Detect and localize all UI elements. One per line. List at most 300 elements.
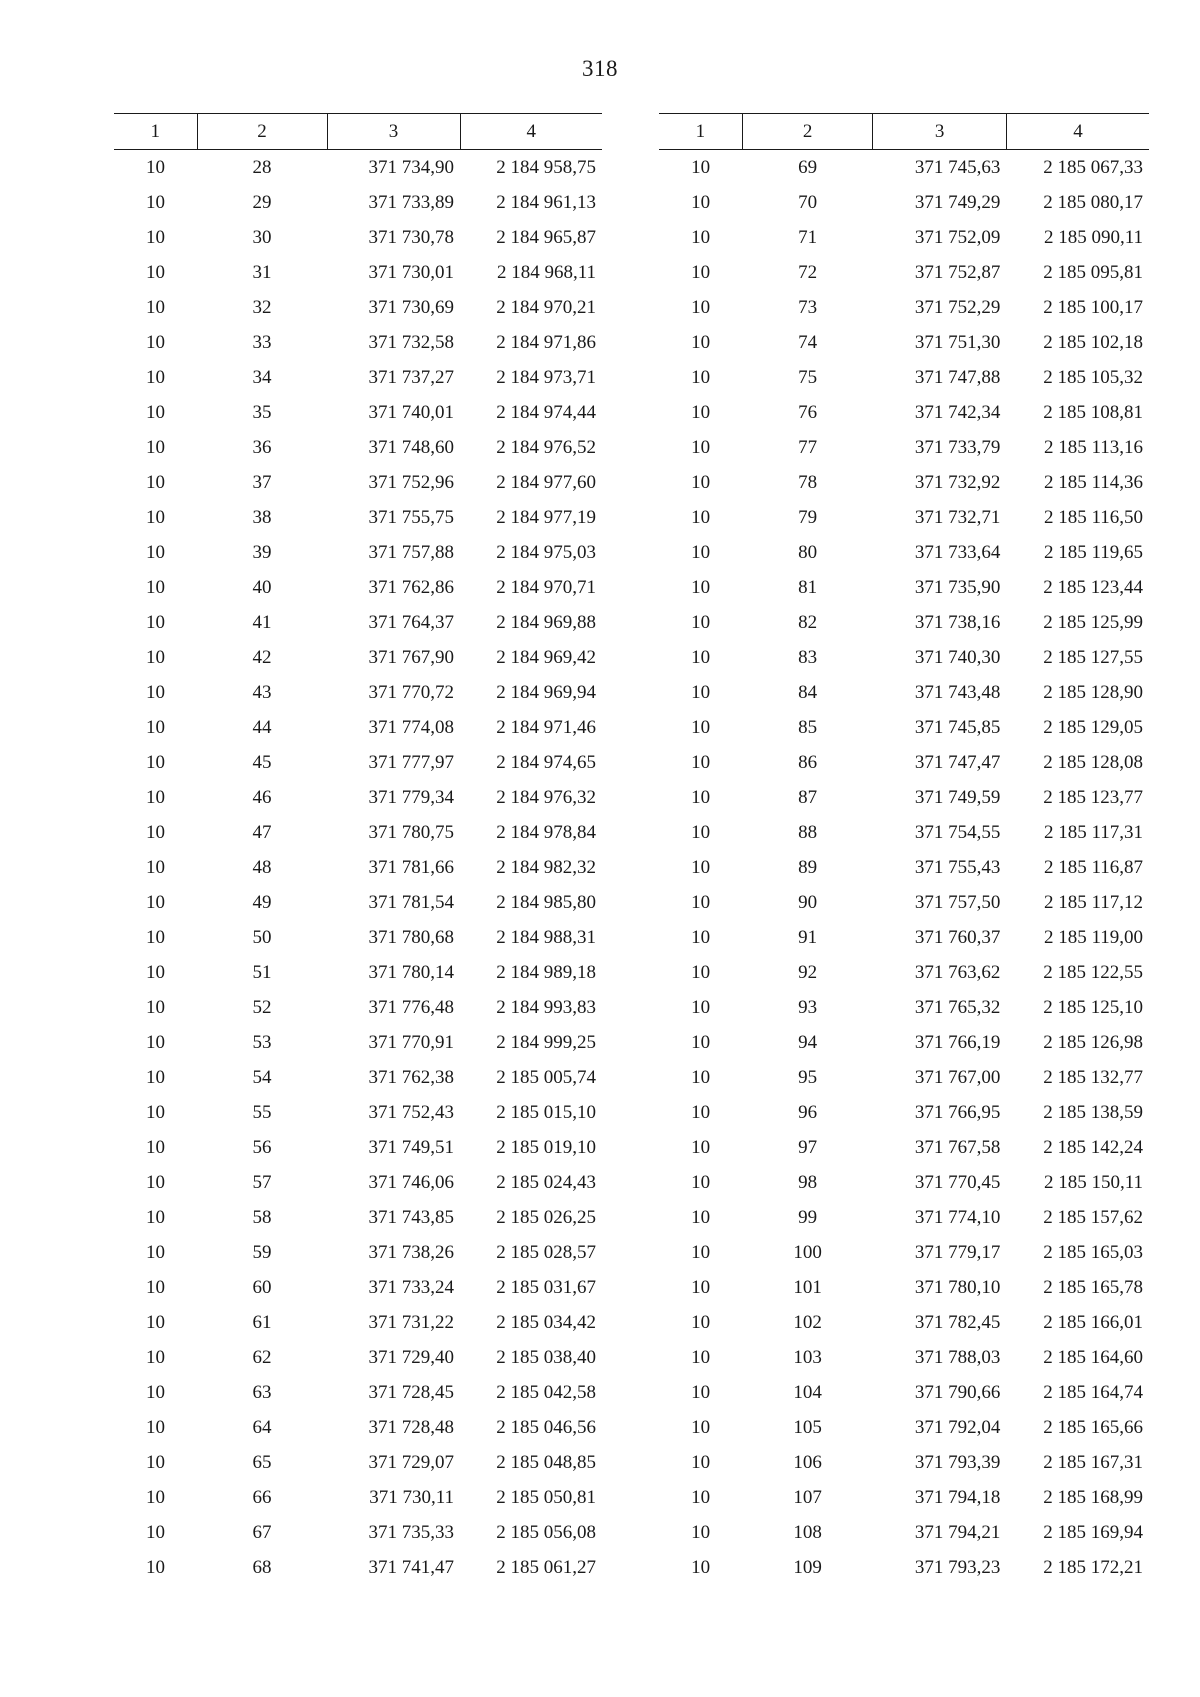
table-cell-col-1: 10 xyxy=(146,1311,165,1333)
table-cell-col-1: 10 xyxy=(691,1416,711,1438)
table-cell-col-4: 2 185 042,58 xyxy=(496,1381,596,1403)
table-cell-col-3: 371 776,48 xyxy=(368,996,454,1018)
table-row xyxy=(659,640,1149,675)
table-cell-col-1: 10 xyxy=(146,1136,165,1158)
table-cell-col-2: 93 xyxy=(798,996,818,1018)
table-cell-col-4: 2 184 970,21 xyxy=(496,296,596,318)
table-row xyxy=(659,290,1149,325)
table-row xyxy=(659,1375,1149,1410)
table-cell-col-2: 77 xyxy=(798,436,818,458)
table-cell-col-1: 10 xyxy=(146,401,165,423)
table-row xyxy=(114,1515,602,1550)
table-row xyxy=(659,150,1149,186)
table-cell-col-2: 43 xyxy=(252,681,272,703)
table-cell-col-3: 371 757,50 xyxy=(914,891,1001,913)
table-cell-col-1: 10 xyxy=(691,331,711,353)
table-cell-col-4: 2 185 138,59 xyxy=(1043,1101,1143,1123)
table-row xyxy=(114,920,602,955)
table-cell-col-4: 2 185 164,74 xyxy=(1043,1381,1143,1403)
table-row xyxy=(659,1305,1149,1340)
table-cell-col-3: 371 777,97 xyxy=(368,751,454,773)
table-cell-col-3: 371 729,07 xyxy=(368,1451,454,1473)
table-row xyxy=(659,1165,1149,1200)
table-cell-col-2: 94 xyxy=(798,1031,818,1053)
table-cell-col-2: 90 xyxy=(798,891,818,913)
table-cell-col-1: 10 xyxy=(146,1346,165,1368)
table-cell-col-2: 91 xyxy=(798,926,818,948)
table-cell-col-1: 10 xyxy=(146,1486,165,1508)
table-cell-col-3: 371 793,23 xyxy=(914,1556,1001,1578)
table-cell-col-1: 10 xyxy=(691,1346,711,1368)
table-cell-col-4: 2 185 031,67 xyxy=(496,1276,596,1298)
table-cell-col-2: 80 xyxy=(798,541,818,563)
table-cell-col-3: 371 751,30 xyxy=(914,331,1001,353)
table-cell-col-4: 2 185 125,10 xyxy=(1043,996,1143,1018)
table-row xyxy=(659,570,1149,605)
table-cell-col-4: 2 184 969,94 xyxy=(496,681,596,703)
table-cell-col-1: 10 xyxy=(146,891,165,913)
table-row xyxy=(659,395,1149,430)
table-cell-col-3: 371 730,01 xyxy=(368,261,454,283)
table-cell-col-1: 10 xyxy=(691,926,711,948)
table-row xyxy=(114,1165,602,1200)
table-cell-col-3: 371 743,85 xyxy=(368,1206,454,1228)
table-cell-col-2: 44 xyxy=(252,716,272,738)
table-cell-col-2: 57 xyxy=(252,1171,272,1193)
table-cell-col-4: 2 184 989,18 xyxy=(496,961,596,983)
table-cell-col-3: 371 752,43 xyxy=(368,1101,454,1123)
table-cell-col-1: 10 xyxy=(691,1206,711,1228)
column-header-2: 2 xyxy=(197,114,327,150)
table-cell-col-3: 371 745,85 xyxy=(914,716,1001,738)
table-cell-col-1: 10 xyxy=(146,506,165,528)
table-cell-col-1: 10 xyxy=(146,541,165,563)
table-cell-col-4: 2 185 061,27 xyxy=(496,1556,596,1578)
table-row xyxy=(659,1270,1149,1305)
table-cell-col-2: 106 xyxy=(793,1451,822,1473)
table-row xyxy=(659,360,1149,395)
table-cell-col-3: 371 790,66 xyxy=(914,1381,1001,1403)
table-cell-col-1: 10 xyxy=(691,786,711,808)
table-row xyxy=(114,1375,602,1410)
table-cell-col-3: 371 733,79 xyxy=(914,436,1001,458)
table-row xyxy=(114,1060,602,1095)
table-cell-col-2: 105 xyxy=(793,1416,822,1438)
table-cell-col-1: 10 xyxy=(691,996,711,1018)
column-header-4: 4 xyxy=(460,114,602,150)
table-row xyxy=(114,1445,602,1480)
table-row xyxy=(659,220,1149,255)
table-row xyxy=(114,535,602,570)
table-cell-col-4: 2 185 102,18 xyxy=(1043,331,1143,353)
table-cell-col-4: 2 185 123,44 xyxy=(1043,576,1143,598)
table-cell-col-1: 10 xyxy=(691,261,711,283)
table-cell-col-2: 103 xyxy=(793,1346,822,1368)
table-cell-col-2: 30 xyxy=(252,226,272,248)
table-cell-col-3: 371 741,47 xyxy=(368,1556,454,1578)
table-row xyxy=(659,1095,1149,1130)
table-cell-col-1: 10 xyxy=(146,576,165,598)
table-cell-col-3: 371 793,39 xyxy=(914,1451,1001,1473)
table-row xyxy=(114,500,602,535)
table-cell-col-1: 10 xyxy=(691,611,711,633)
table-cell-col-4: 2 185 169,94 xyxy=(1043,1521,1143,1543)
table-cell-col-3: 371 733,89 xyxy=(368,191,454,213)
table-row xyxy=(659,955,1149,990)
table-cell-col-4: 2 185 168,99 xyxy=(1043,1486,1143,1508)
table-cell-col-2: 45 xyxy=(252,751,272,773)
table-cell-col-1: 10 xyxy=(691,1276,711,1298)
table-row xyxy=(659,185,1149,220)
table-cell-col-3: 371 765,32 xyxy=(914,996,1001,1018)
table-cell-col-2: 42 xyxy=(252,646,272,668)
table-cell-col-3: 371 743,48 xyxy=(914,681,1001,703)
table-cell-col-3: 371 774,10 xyxy=(914,1206,1001,1228)
table-row xyxy=(114,955,602,990)
table-cell-col-1: 10 xyxy=(146,1276,165,1298)
table-cell-col-3: 371 752,29 xyxy=(914,296,1001,318)
table-cell-col-3: 371 732,71 xyxy=(914,506,1001,528)
table-cell-col-3: 371 729,40 xyxy=(368,1346,454,1368)
table-cell-col-4: 2 184 970,71 xyxy=(496,576,596,598)
table-row xyxy=(114,1340,602,1375)
table-row xyxy=(659,1515,1149,1550)
table-cell-col-1: 10 xyxy=(691,436,711,458)
table-row xyxy=(114,360,602,395)
table-row xyxy=(114,990,602,1025)
table-cell-col-3: 371 735,90 xyxy=(914,576,1001,598)
table-cell-col-1: 10 xyxy=(146,1521,165,1543)
table-cell-col-2: 97 xyxy=(798,1136,818,1158)
table-row xyxy=(659,675,1149,710)
table-cell-col-1: 10 xyxy=(691,1381,711,1403)
table-cell-col-2: 46 xyxy=(252,786,272,808)
table-cell-col-2: 31 xyxy=(252,261,272,283)
table-cell-col-1: 10 xyxy=(146,856,165,878)
table-cell-col-3: 371 767,00 xyxy=(914,1066,1001,1088)
table-cell-col-1: 10 xyxy=(146,751,165,773)
table-cell-col-2: 66 xyxy=(252,1486,272,1508)
table-row xyxy=(659,745,1149,780)
table-cell-col-2: 84 xyxy=(798,681,818,703)
table-cell-col-3: 371 738,16 xyxy=(914,611,1001,633)
table-row xyxy=(659,465,1149,500)
table-row xyxy=(659,920,1149,955)
table-cell-col-3: 371 779,34 xyxy=(368,786,454,808)
column-header-3: 3 xyxy=(873,114,1007,150)
table-cell-col-2: 76 xyxy=(798,401,818,423)
table-cell-col-4: 2 184 999,25 xyxy=(496,1031,596,1053)
table-cell-col-2: 49 xyxy=(252,891,272,913)
table-cell-col-4: 2 184 965,87 xyxy=(496,226,596,248)
table-cell-col-1: 10 xyxy=(691,1486,711,1508)
table-cell-col-1: 10 xyxy=(146,1171,165,1193)
table-cell-col-4: 2 185 080,17 xyxy=(1043,191,1143,213)
table-row xyxy=(114,430,602,465)
table-row xyxy=(659,850,1149,885)
table-row xyxy=(114,1025,602,1060)
table-cell-col-1: 10 xyxy=(146,961,165,983)
table-row xyxy=(659,430,1149,465)
table-row xyxy=(114,150,602,186)
table-cell-col-1: 10 xyxy=(691,646,711,668)
table-row xyxy=(114,1200,602,1235)
table-row xyxy=(114,815,602,850)
table-row xyxy=(114,1130,602,1165)
table-cell-col-3: 371 770,91 xyxy=(368,1031,454,1053)
table-cell-col-4: 2 185 046,56 xyxy=(496,1416,596,1438)
table-cell-col-3: 371 780,14 xyxy=(368,961,454,983)
table-cell-col-4: 2 185 050,81 xyxy=(496,1486,596,1508)
table-cell-col-3: 371 757,88 xyxy=(368,541,454,563)
table-cell-col-1: 10 xyxy=(146,1381,165,1403)
table-cell-col-4: 2 184 988,31 xyxy=(496,926,596,948)
table-cell-col-3: 371 770,45 xyxy=(914,1171,1001,1193)
table-cell-col-1: 10 xyxy=(691,681,711,703)
table-row xyxy=(659,1410,1149,1445)
table-cell-col-3: 371 747,47 xyxy=(914,751,1001,773)
table-row xyxy=(114,570,602,605)
table-cell-col-4: 2 184 973,71 xyxy=(496,366,596,388)
table-row xyxy=(659,1235,1149,1270)
table-row xyxy=(114,640,602,675)
table-row xyxy=(114,255,602,290)
table-cell-col-2: 87 xyxy=(798,786,818,808)
table-cell-col-4: 2 185 116,50 xyxy=(1043,506,1143,528)
table-cell-col-3: 371 794,21 xyxy=(914,1521,1001,1543)
table-cell-col-2: 79 xyxy=(798,506,818,528)
table-cell-col-2: 96 xyxy=(798,1101,818,1123)
table-row xyxy=(659,780,1149,815)
table-cell-col-2: 41 xyxy=(252,611,272,633)
table-cell-col-3: 371 740,30 xyxy=(914,646,1001,668)
table-cell-col-3: 371 733,64 xyxy=(914,541,1001,563)
table-cell-col-3: 371 748,60 xyxy=(368,436,454,458)
table-cell-col-2: 47 xyxy=(252,821,272,843)
table-row xyxy=(659,990,1149,1025)
table-cell-col-2: 38 xyxy=(252,506,272,528)
table-row xyxy=(114,1550,602,1585)
table-cell-col-4: 2 185 129,05 xyxy=(1043,716,1143,738)
table-cell-col-2: 85 xyxy=(798,716,818,738)
table-cell-col-1: 10 xyxy=(691,1311,711,1333)
table-cell-col-2: 100 xyxy=(793,1241,822,1263)
table-cell-col-4: 2 185 114,36 xyxy=(1043,471,1143,493)
table-cell-col-4: 2 184 974,65 xyxy=(496,751,596,773)
table-row xyxy=(659,815,1149,850)
table-cell-col-2: 67 xyxy=(252,1521,272,1543)
table-cell-col-1: 10 xyxy=(691,1101,711,1123)
table-cell-col-4: 2 185 126,98 xyxy=(1043,1031,1143,1053)
table-cell-col-2: 36 xyxy=(252,436,272,458)
table-cell-col-2: 101 xyxy=(793,1276,822,1298)
table-cell-col-4: 2 185 067,33 xyxy=(1043,156,1143,178)
table-cell-col-3: 371 735,33 xyxy=(368,1521,454,1543)
table-cell-col-4: 2 185 005,74 xyxy=(496,1066,596,1088)
table-cell-col-4: 2 185 028,57 xyxy=(496,1241,596,1263)
table-cell-col-1: 10 xyxy=(691,1241,711,1263)
table-cell-col-4: 2 184 958,75 xyxy=(496,156,596,178)
table-cell-col-1: 10 xyxy=(691,961,711,983)
column-header-1: 1 xyxy=(114,114,197,150)
table-cell-col-1: 10 xyxy=(146,1206,165,1228)
table-row xyxy=(114,185,602,220)
table-row xyxy=(659,885,1149,920)
table-cell-col-1: 10 xyxy=(691,1066,711,1088)
table-cell-col-1: 10 xyxy=(691,1031,711,1053)
table-cell-col-3: 371 770,72 xyxy=(368,681,454,703)
table-cell-col-1: 10 xyxy=(691,1521,711,1543)
table-cell-col-3: 371 740,01 xyxy=(368,401,454,423)
table-cell-col-1: 10 xyxy=(691,1451,711,1473)
table-cell-col-3: 371 764,37 xyxy=(368,611,454,633)
table-cell-col-2: 58 xyxy=(252,1206,272,1228)
table-cell-col-2: 104 xyxy=(793,1381,822,1403)
table-row xyxy=(659,710,1149,745)
table-cell-col-3: 371 755,43 xyxy=(914,856,1001,878)
table-cell-col-3: 371 755,75 xyxy=(368,506,454,528)
page-number: 318 xyxy=(582,56,618,81)
table-cell-col-1: 10 xyxy=(146,331,165,353)
table-cell-col-4: 2 185 119,00 xyxy=(1043,926,1143,948)
table-cell-col-1: 10 xyxy=(691,156,711,178)
table-cell-col-3: 371 742,34 xyxy=(914,401,1001,423)
table-cell-col-1: 10 xyxy=(146,1066,165,1088)
table-cell-col-4: 2 185 117,12 xyxy=(1043,891,1143,913)
table-cell-col-4: 2 185 128,90 xyxy=(1043,681,1143,703)
table-cell-col-3: 371 733,24 xyxy=(368,1276,454,1298)
table-cell-col-3: 371 746,06 xyxy=(368,1171,454,1193)
table-cell-col-3: 371 732,58 xyxy=(368,331,454,353)
table-cell-col-2: 61 xyxy=(252,1311,272,1333)
table-row xyxy=(114,850,602,885)
table-cell-col-4: 2 185 164,60 xyxy=(1043,1346,1143,1368)
table-cell-col-2: 62 xyxy=(252,1346,272,1368)
table-cell-col-1: 10 xyxy=(146,1031,165,1053)
table-cell-col-1: 10 xyxy=(146,821,165,843)
table-cell-col-4: 2 185 122,55 xyxy=(1043,961,1143,983)
table-cell-col-4: 2 184 982,32 xyxy=(496,856,596,878)
table-cell-col-2: 37 xyxy=(252,471,272,493)
table-cell-col-2: 107 xyxy=(793,1486,822,1508)
table-cell-col-2: 99 xyxy=(798,1206,818,1228)
column-header-3: 3 xyxy=(327,114,460,150)
table-cell-col-4: 2 184 969,88 xyxy=(496,611,596,633)
table-cell-col-4: 2 185 108,81 xyxy=(1043,401,1143,423)
table-cell-col-1: 10 xyxy=(691,856,711,878)
table-cell-col-3: 371 781,54 xyxy=(368,891,454,913)
table-cell-col-4: 2 185 157,62 xyxy=(1043,1206,1143,1228)
table-cell-col-2: 33 xyxy=(252,331,272,353)
table-cell-col-4: 2 184 971,86 xyxy=(496,331,596,353)
table-cell-col-2: 39 xyxy=(252,541,272,563)
table-cell-col-3: 371 767,58 xyxy=(914,1136,1001,1158)
table-cell-col-1: 10 xyxy=(691,576,711,598)
table-cell-col-1: 10 xyxy=(146,436,165,458)
table-cell-col-4: 2 184 977,60 xyxy=(496,471,596,493)
table-cell-col-2: 74 xyxy=(798,331,818,353)
table-cell-col-2: 54 xyxy=(252,1066,272,1088)
table-row xyxy=(114,290,602,325)
table-cell-col-3: 371 762,38 xyxy=(368,1066,454,1088)
table-cell-col-4: 2 184 961,13 xyxy=(496,191,596,213)
table-cell-col-1: 10 xyxy=(691,751,711,773)
table-cell-col-4: 2 184 974,44 xyxy=(496,401,596,423)
table-row xyxy=(114,745,602,780)
table-cell-col-4: 2 185 090,11 xyxy=(1043,226,1143,248)
table-cell-col-4: 2 184 985,80 xyxy=(496,891,596,913)
table-cell-col-2: 81 xyxy=(798,576,818,598)
table-cell-col-2: 40 xyxy=(252,576,272,598)
table-cell-col-4: 2 185 123,77 xyxy=(1043,786,1143,808)
table-cell-col-2: 55 xyxy=(252,1101,272,1123)
table-cell-col-2: 69 xyxy=(798,156,818,178)
column-header-4: 4 xyxy=(1006,114,1149,150)
table-row xyxy=(114,605,602,640)
table-cell-col-3: 371 752,87 xyxy=(914,261,1001,283)
table-cell-col-1: 10 xyxy=(691,191,711,213)
table-cell-col-1: 10 xyxy=(146,296,165,318)
table-cell-col-2: 92 xyxy=(798,961,818,983)
table-cell-col-1: 10 xyxy=(146,681,165,703)
table-row xyxy=(659,1340,1149,1375)
table-cell-col-2: 68 xyxy=(252,1556,272,1578)
table-cell-col-3: 371 780,10 xyxy=(914,1276,1001,1298)
table-row xyxy=(114,780,602,815)
table-cell-col-1: 10 xyxy=(146,1241,165,1263)
table-cell-col-4: 2 185 127,55 xyxy=(1043,646,1143,668)
table-cell-col-1: 10 xyxy=(691,1171,711,1193)
table-cell-col-4: 2 185 165,03 xyxy=(1043,1241,1143,1263)
table-cell-col-2: 95 xyxy=(798,1066,818,1088)
table-cell-col-1: 10 xyxy=(146,926,165,948)
table-cell-col-1: 10 xyxy=(146,191,165,213)
table-cell-col-1: 10 xyxy=(146,1451,165,1473)
table-cell-col-4: 2 185 117,31 xyxy=(1043,821,1143,843)
table-row xyxy=(659,605,1149,640)
table-cell-col-4: 2 185 142,24 xyxy=(1043,1136,1143,1158)
table-cell-col-1: 10 xyxy=(146,261,165,283)
table-cell-col-3: 371 763,62 xyxy=(914,961,1001,983)
table-cell-col-2: 28 xyxy=(252,156,272,178)
table-cell-col-2: 83 xyxy=(798,646,818,668)
table-cell-col-2: 78 xyxy=(798,471,818,493)
table-row xyxy=(114,1410,602,1445)
table-row xyxy=(114,220,602,255)
table-cell-col-1: 10 xyxy=(146,716,165,738)
table-cell-col-3: 371 760,37 xyxy=(914,926,1001,948)
table-cell-col-2: 63 xyxy=(252,1381,272,1403)
table-cell-col-3: 371 762,86 xyxy=(368,576,454,598)
table-cell-col-3: 371 767,90 xyxy=(368,646,454,668)
table-cell-col-3: 371 749,51 xyxy=(368,1136,454,1158)
table-cell-col-2: 60 xyxy=(252,1276,272,1298)
table-row xyxy=(114,395,602,430)
table-cell-col-2: 109 xyxy=(793,1556,822,1578)
table-header-row xyxy=(659,114,1149,150)
table-row xyxy=(114,465,602,500)
table-cell-col-3: 371 731,22 xyxy=(368,1311,454,1333)
table-row xyxy=(659,1060,1149,1095)
table-cell-col-1: 10 xyxy=(691,541,711,563)
table-cell-col-3: 371 745,63 xyxy=(914,156,1001,178)
table-cell-col-2: 32 xyxy=(252,296,272,318)
table-cell-col-3: 371 749,29 xyxy=(914,191,1001,213)
table-row xyxy=(114,1305,602,1340)
table-cell-col-4: 2 185 015,10 xyxy=(496,1101,596,1123)
column-header-2: 2 xyxy=(742,114,873,150)
table-cell-col-3: 371 749,59 xyxy=(914,786,1001,808)
